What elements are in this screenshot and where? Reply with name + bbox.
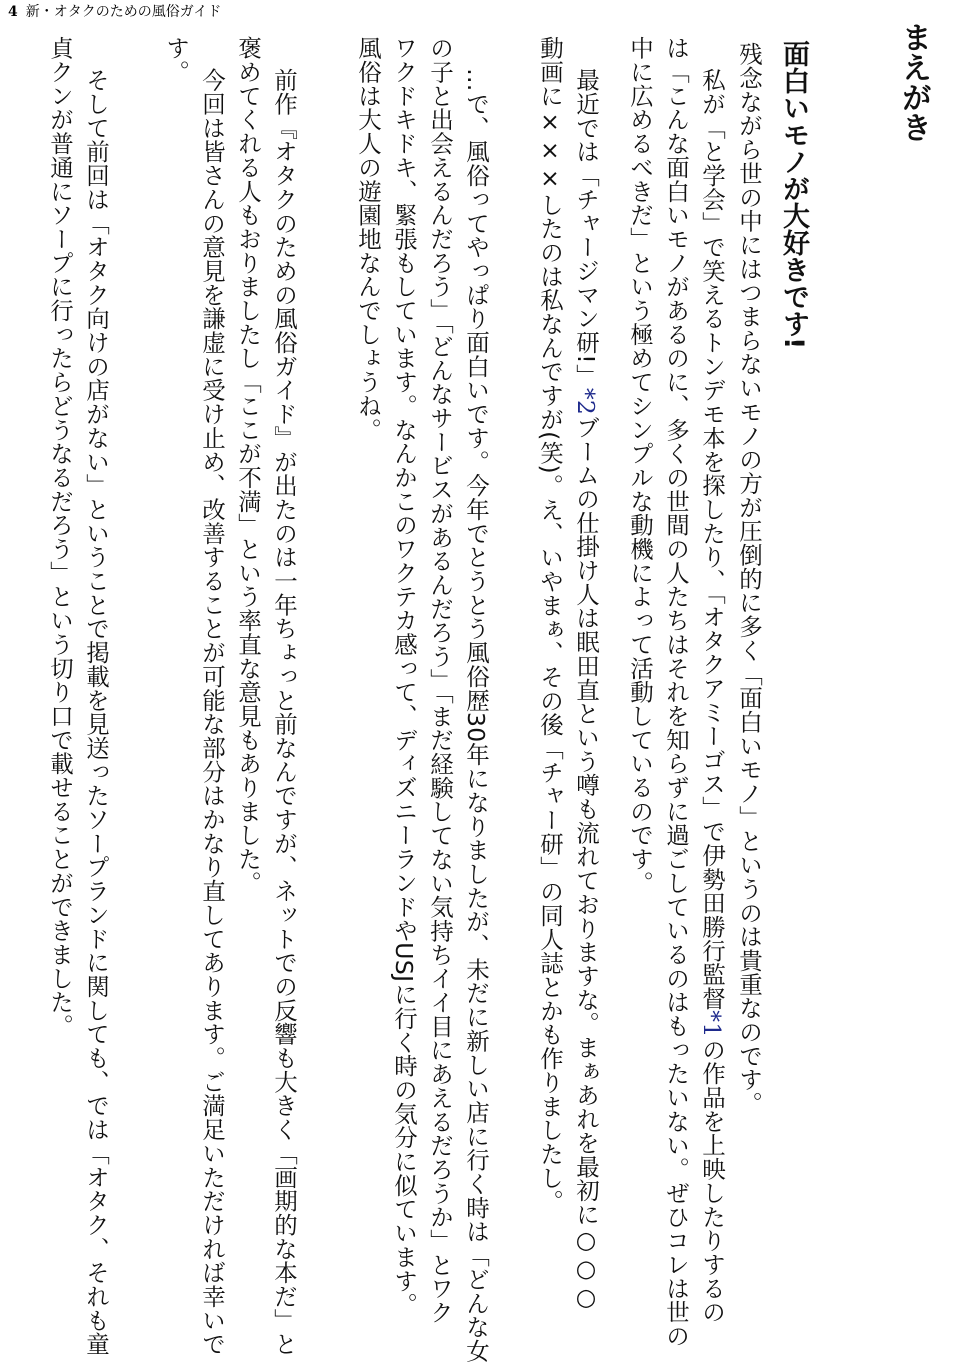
paragraph-text: ブームの仕掛け人は眠田直という噂も流れておりますな。まぁあれを最初に○○○: [572, 415, 600, 1312]
footnote-marker-2: *2: [572, 387, 600, 416]
chapter-title: まえがき: [896, 22, 931, 142]
paragraph-line: 風俗は大人の遊園地なんでしょうね。: [354, 36, 382, 442]
paragraph-line: 今回は皆さんの意見を謙虚に受け止め、改善することが可能な部分はかなり直してあります。ご満足いただければ幸いで: [198, 68, 226, 1356]
section-heading: 面白いモノが大好きです!: [778, 40, 809, 350]
paragraph-line: す。: [162, 36, 190, 84]
paragraph-line: [690, 68, 730, 1324]
paragraph-line: 動画に×××したのは私なんですが(笑)。え、いやまぁ、その後「チャー研」の同人誌とかも作りましたし。: [536, 36, 564, 1214]
paragraph-line: 中に広めるべきだ」という極めてシンプルな動機によって活動しているのです。: [626, 36, 654, 895]
paragraph-text: 最近では「チャージマン研!」: [572, 68, 600, 388]
running-header: [8, 2, 221, 22]
paragraph-text: 私が「と学会」で笑えるトンデモ本を探したり、「オタクアミーゴス」で伊勢田勝行監督: [698, 68, 726, 1011]
paragraph-line: は「こんな面白いモノがあるのに、多くの世間の人たちはそれを知らずに過ごしているのはもったいない。ぜひコレは世の: [662, 36, 690, 1348]
paragraph-line: ワクドキドキ、緊張もしています。なんかこのワクテカ感って、ディズニーランドやUSJに行く時の気分に似ています。: [390, 36, 418, 1317]
footnote-marker-1: *1: [698, 1010, 726, 1038]
paragraph-line: そして前回は「オタク向けの店がない」ということで掲載を見送ったソープランドに関しても、では「オタク、それも童: [82, 68, 110, 1356]
paragraph-line: …で、風俗ってやっぱり面白いです。今年でとうとう風俗歴30年になりましたが、未だに新しい店に行く時は「どんな女: [462, 68, 490, 1363]
paragraph-line: 褒めてくれる人もおりましたし「ここが不満」という率直な意見もありました。: [234, 36, 262, 895]
paragraph-text: の作品を上映したりするの: [698, 1037, 726, 1324]
paragraph-line: の子と出会えるんだろう」「どんなサービスがあるんだろう」「まだ経験してない気持ちイイ目にあえるだろうか」とワク: [426, 36, 454, 1325]
paragraph-line: 残念ながら世の中にはつまらないモノの方が圧倒的に多く「面白いモノ」というのは貴重なのです。: [735, 42, 763, 1116]
paragraph-line: 前作『オタクのための風俗ガイド』が出たのは一年ちょっと前なんですが、ネットでの反響も大きく「画期的な本だ」と: [270, 68, 298, 1356]
paragraph-line: 貞クンが普通にソープに行ったらどうなるだろう」という切り口で載せることができました。: [46, 36, 74, 1038]
page-number: 4: [8, 4, 18, 20]
paragraph-line: [564, 68, 604, 1312]
book-title: 新・オタクのための風俗ガイド: [25, 4, 222, 20]
